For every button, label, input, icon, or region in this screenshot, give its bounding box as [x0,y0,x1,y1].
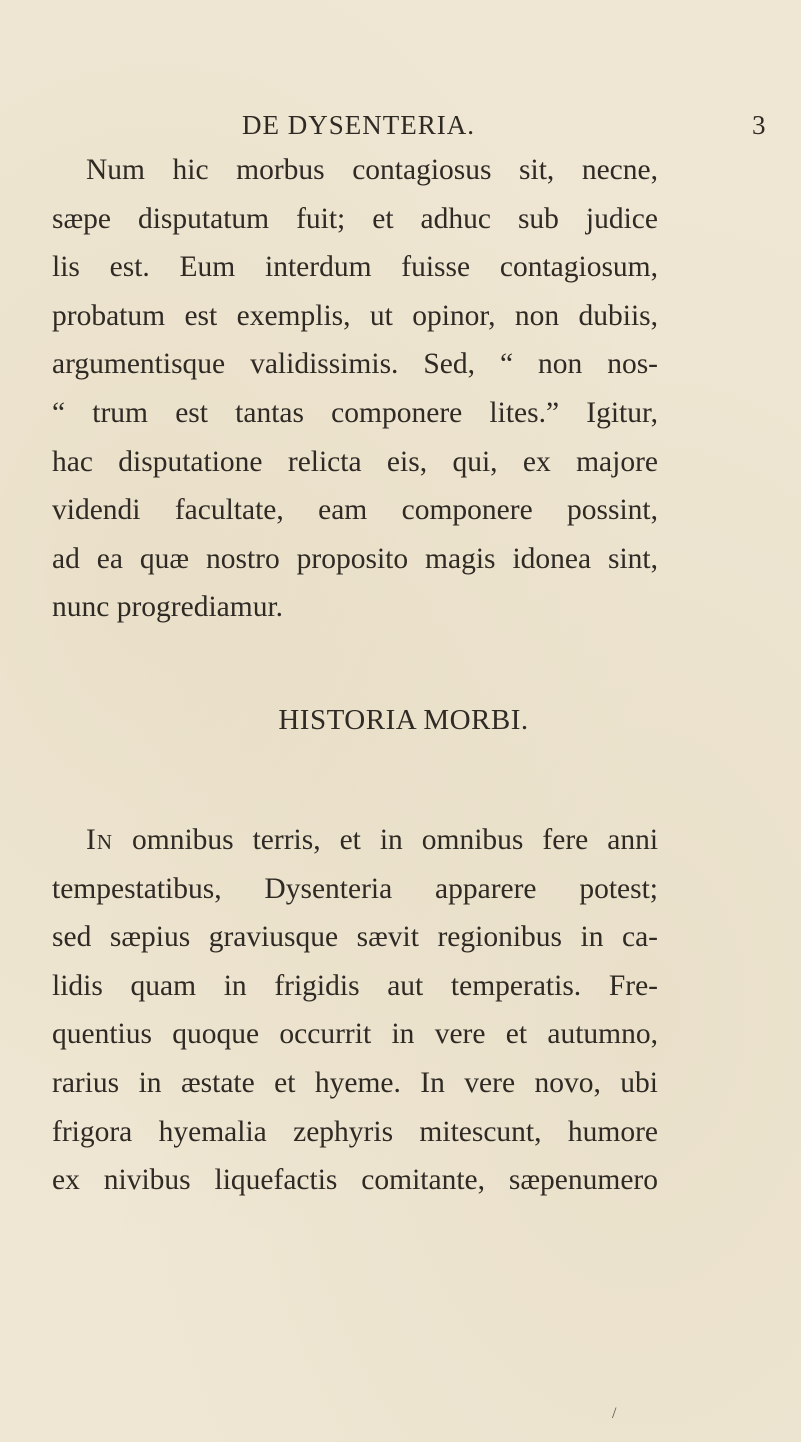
running-title: DE DYSENTERIA. [242,110,475,140]
text-line: videndi facultate, eam componere possint, [52,494,658,527]
text-line: frigora hyemalia zephyris mitescunt, humore [52,1115,658,1148]
section-heading [0,704,801,737]
text-line: tempestatibus, Dysenteria apparere potest; [52,872,658,905]
text-line: quentius quoque occurrit in vere et autumno, [52,1018,658,1051]
text-line: hac disputatione relicta eis, qui, ex majore [52,445,658,478]
text-line: ex nivibus liquefactis comitante, sæpenumero [52,1164,658,1197]
text-line: “ trum est tantas componere lites.” Igitur, [52,396,658,429]
running-head [0,110,801,146]
footer-mark: / [612,1405,617,1422]
text-line-first [52,816,658,865]
paragraph-historia [52,816,658,1205]
text-line: rarius in æstate et hyeme. In vere novo, ubi [52,1066,658,1099]
paragraph-contagion [52,146,658,632]
text-line: Num hic morbus contagiosus sit, necne, [86,154,658,186]
text-line: ad ea quæ nostro proposito magis idonea sint, [52,542,658,575]
page-number: 3 [752,110,766,140]
section-heading-text: HISTORIA MORBI. [278,704,529,736]
text-line: probatum est exemplis, ut opinor, non dubiis, [52,299,658,332]
text-line: lidis quam in frigidis aut temperatis. Fre- [52,969,658,1002]
first-line-rest: omnibus terris, et in omnibus fere anni [132,824,659,856]
initial-word: In [86,824,113,856]
text-line: argumentisque validissimis. Sed, “ non nos- [52,348,658,381]
text-line: sed sæpius graviusque sævit regionibus in ca- [52,921,658,954]
text-line: sæpe disputatum fuit; et adhuc sub judice [52,202,658,235]
text-line: lis est. Eum interdum fuisse contagiosum, [52,251,658,284]
text-line: nunc progrediamur. [52,591,284,624]
